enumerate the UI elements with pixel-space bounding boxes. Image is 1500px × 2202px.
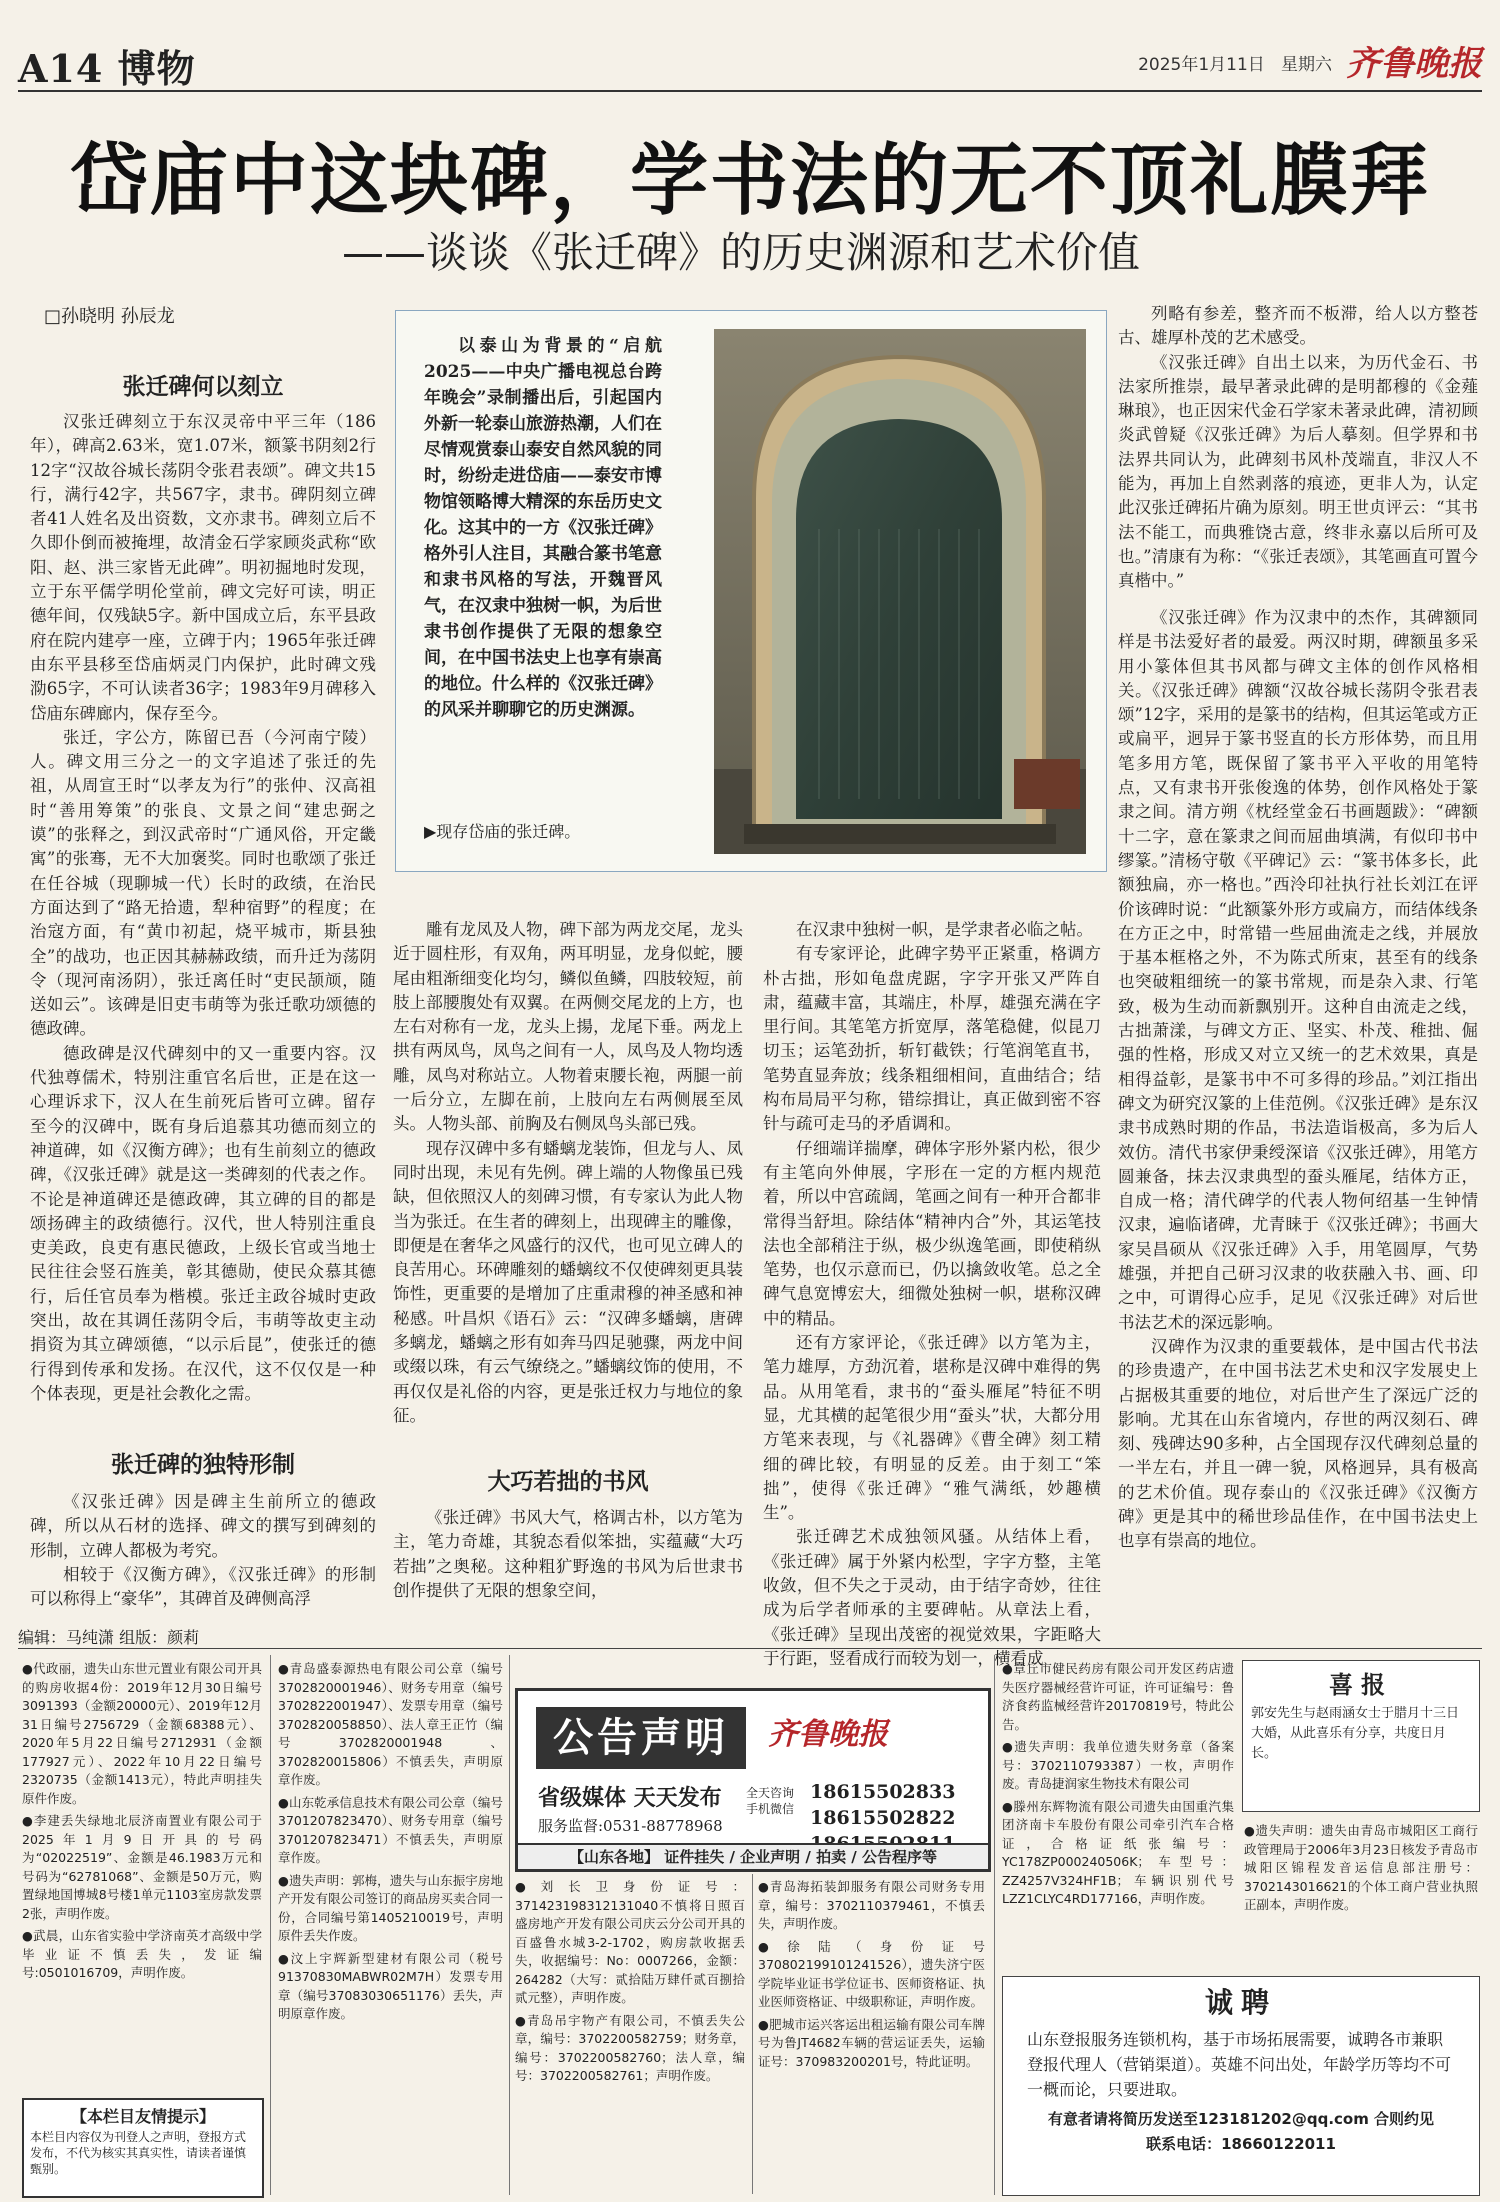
paragraph: 现存汉碑中多有蟠螭龙装饰，但龙与人、凤同时出现，未见有先例。碑上端的人物像虽已残缺，但依照汉人的刻碑习惯，有专家认为此人物当为张迁。在生者的碑刻上，出现碑主的雕像，即便是在奢华之风盛行的汉代，也可见立碑人的良苦用心。环碑雕刻的蟠螭纹不仅使碑刻更具装饰性，更重要的是增加了庄重肃穆的神圣感和神秘感。叶昌炽《语石》云：“汉碑多蟠螭，唐碑多螭龙，蟠螭之形有如奔马四足驰骤，两龙中间或缀以珠，有云气缭绕之。”蟠螭纹饰的使用，不再仅仅是礼俗的内容，更是张迁权力与地位的象征。 (393, 1138, 743, 1425)
recruitment-body: 山东登报服务连锁机构，基于市场拓展需要，诚聘各市兼职登报代理人（营销渠道）。英雄不问出处，年龄学历等均不可一概而论，只要进取。 (1027, 2030, 1452, 2099)
classified-item: ●遗失声明：遗失由青岛市城阳区工商行政管理局于2006年3月23日核发予青岛市城阳区锦程发音运信息部注册号：3702143016621的个体工商户营业执照正副本，声明作废。 (1244, 1823, 1478, 1912)
stele-photo (714, 329, 1086, 854)
recruitment-title: 诚聘 (1204, 1986, 1277, 2019)
article-column-2b (393, 1506, 743, 1616)
banner-label: 全天咨询 手机微信 (746, 1786, 795, 1816)
dateline (1138, 50, 1332, 75)
classified-item: ●遗失声明：郭梅，遗失与山东振宇房地产开发有限公司签订的商品房买卖合同一份，合同编号第1405210019号，声明原件丢失作废。 (278, 1872, 504, 1943)
paragraph: 汉张迁碑刻立于东汉灵帝中平三年（186年），碑高2.63米，宽1.07米，额篆书阴刻2行12字“汉故谷城长荡阴令张君表颂”。碑文共15行，满行42字，共567字，隶书。碑阴刻立碑者41人姓名及出资数，文亦隶书。碑刻立后不久即仆倒而被掩埋，故清金石学家顾炎武称“欧阳、赵、洪三家皆无此碑”。明初掘地时发现，立于东平儒学明伦堂前，碑文完好可读，明正德年间，仅残缺5字。新中国成立后，东平县政府在院内建亭一座，立碑于内；1965年张迁碑由东平县移至岱庙炳灵门内保护，此时碑文残泐65字，不可认读者36字；1983年9月碑移入岱庙东碑廊内，保存至今。 (30, 412, 376, 723)
column-divider (994, 1655, 995, 2195)
paragraph: 相较于《汉衡方碑》，《汉张迁碑》的形制可以称得上“豪华”，其碑首及碑侧高浮 (30, 1564, 376, 1609)
banner-title: 公告声明 (536, 1707, 746, 1769)
section-heading-1: 张迁碑何以刻立 (122, 373, 284, 400)
classified-item: ●徐陆（身份证号370802199101241526），遗失济宁医学院毕业证书学位证书、医师资格证、执业医师资格证、中级职称证，声明作废。 (758, 1938, 985, 2009)
classified-item: ●滕州东辉物流有限公司遗失由国重汽集团济南卡车股份有限公司牵引汽车合格证，合格证纸张编号：YC178ZP000240506K；车型号：ZZ4257V324HF1B；车辆识别代号LZZ1CLYC4RD177166，声明作废。 (1002, 1798, 1234, 1906)
classified-item: ●青岛海拓装卸服务有限公司财务专用章，编号：3702110379461，不慎丢失，声明作废。 (758, 1879, 985, 1931)
intro-box (395, 310, 1107, 872)
wedding-body: 郭安先生与赵雨涵女士于腊月十三日大婚，从此喜乐有分享，共度日月长。 (1251, 1706, 1460, 1761)
wedding-notice (1242, 1660, 1480, 1812)
banner-hotline: 服务监督:0531-88778968 (538, 1817, 723, 1835)
classified-item: ●山东乾承信息技术有限公司公章（编号3701207823470）、财务专用章（编号3701207823471）不慎丢失，声明原章作废。 (278, 1794, 503, 1865)
headline: 岱庙中这块碑，学书法的无不顶礼膜拜 (69, 135, 1430, 226)
article-column-1b (30, 1490, 376, 1614)
byline: □孙晓明 孙辰龙 (44, 306, 175, 327)
section-heading-2: 张迁碑的独特形制 (111, 1451, 295, 1478)
classified-item: ●汶上宇辉新型建材有限公司（税号91370830MABWR02M7H）发票专用章（编号37083030651176）丢失，声明原章作废。 (278, 1950, 503, 2021)
recruitment-phone: 联系电话：18660122011 (1146, 2135, 1336, 2153)
classified-column-4 (758, 1878, 985, 2193)
paragraph: 《汉张迁碑》自出土以来，为历代金石、书法家所推崇，最早著录此碑的是明都穆的《金薤琳琅》，也正因宋代金石学家未著录此碑，清初顾炎武曾疑《汉张迁碑》为后人摹刻。但学界和书法界共同认为，此碑刻书风朴茂端直，非汉人不能为，再加上自然剥落的痕迹，更非人为，认定此汉张迁碑拓片确为原刻。明王世贞评云：“其书法不能工，而典雅饶古意，终非永嘉以后所可及也。”清康有为称：“《张迁表颂》，其笔画直可置今真楷中。” (1118, 352, 1478, 591)
notice-box (22, 2098, 264, 2198)
paragraph: 《张迁碑》书风大气，格调古朴，以方笔为主，笔力奇雄，其貌态看似笨拙，实蕴藏“大巧若拙”之奥秘。这种粗犷野逸的书风为后世隶书创作提供了无限的想象空间， (393, 1508, 743, 1600)
column-divider (752, 1874, 753, 2194)
classified-item: ●青岛吊宇物产有限公司，不慎丢失公章，编号：3702200582759；财务章，编号：3702200582760；法人章，编号：3702200582761；声明作废。 (515, 2012, 745, 2083)
paragraph: 仔细端详揣摩，碑体字形外紧内松，很少有主笔向外伸展，字形在一定的方框内规范着，所以中宫疏阔，笔画之间有一种开合都非常得当舒坦。除结体“精神内合”外，其运笔技法也全部稍注于纵，极少纵逸笔画，即使稍纵笔势，也仅示意而已，仍以擒敛收笔。总之全碑气息宽博宏大，细微处独树一帜，堪称汉碑中的精品。 (763, 1138, 1101, 1328)
article-column-4b (1118, 606, 1478, 1618)
classified-column-6 (1244, 1822, 1478, 1972)
classified-item: ●武晨，山东省实验中学济南英才高级中学毕业证不慎丢失，发证编号:0501016709，声明作废。 (22, 1928, 262, 1980)
article-column-2 (393, 918, 743, 1425)
page-header (18, 30, 1482, 92)
divider (18, 1648, 1482, 1649)
classified-item: ●代政丽，遗失山东世元置业有限公司开具的购房收据4份：2019年12月30日编号3091393（金额20000元）、2019年12月31日编号2756729（金额68388元）、2020年5月22日编号2712931（金额177927元）、2022年10月22日编号2320735（金额1413元），特此声明挂失原件作废。 (22, 1661, 262, 1806)
paragraph: 以泰山为背景的“启航2025——中央广播电视总台跨年晚会”录制播出后，引起国内外新一轮泰山旅游热潮，人们在尽情观赏泰山泰安自然风貌的同时，纷纷走进岱庙——泰安市博物馆领略博大精深的东岳历史文化。这其中的一方《汉张迁碑》格外引人注目，其融合篆书笔意和隶书风格的写法，开魏晋风气，在汉隶中独树一帜，为后世隶书创作提供了无限的想象空间，在中国书法史上也享有崇高的地位。什么样的《汉张迁碑》的风采并聊聊它的历史渊源。 (424, 336, 662, 720)
classified-column-3 (515, 1878, 745, 2193)
issue-weekday: 星期六 (1281, 55, 1332, 75)
notice-title: 【本栏目友情提示】 (70, 2107, 215, 2126)
paragraph: 德政碑是汉代碑刻中的又一重要内容。汉代独尊儒术，特别注重官名后世，正是在这一心理诉求下，汉人在生前死后皆可立碑。留存至今的汉碑中，既有身后追慕其功德而刻立的神道碑，如《汉衡方碑》；也有生前刻立的德政碑，《汉张迁碑》就是这一类碑刻的代表之作。不论是神道碑还是德政碑，其立碑的目的都是颂扬碑主的政绩德行。汉代，世人特别注重良吏美政，良吏有惠民德政，上级长官或当地士民往往会竖石旌美，彰其德勋，使民众慕其德行，后任官员奉为楷模。张迁主政谷城时吏政突出，故在其调任荡阴令后，韦萌等故吏主动捐资为其立碑颂德，“以示后昆”，使张迁的德行得到传承和发扬。在汉代，这不仅仅是一种个体表现，更是社会教化之需。 (30, 1043, 376, 1403)
newspaper-logo: 齐鲁晚报 (1346, 44, 1482, 84)
classified-item: ●刘长卫身份证号：371423198312131040不慎将日照百盛房地产开发有限公司庆云分公司开具的百盛鲁水城3-2-1702，购房款收据丢失，收据编号：No：0007266，金额：264282（大写：贰拾陆万肆仟贰百捌拾贰元整），声明作废。 (515, 1879, 745, 2005)
classified-column-1 (22, 1660, 262, 2080)
recruitment-ad (1002, 1976, 1480, 2196)
public-notice-banner (515, 1688, 991, 1872)
paragraph: 还有方家评论，《张迁碑》以方笔为主，笔力雄厚，方劲沉着，堪称是汉碑中难得的隽品。从用笔看，隶书的“蚕头雁尾”特征不明显，尤其横的起笔很少用“蚕头”状，大都分用方笔来表现，与《礼器碑》《曹全碑》刻工精细的碑比较，有明显的反差。由于刻工“笨拙”，使得《张迁碑》“雅气满纸，妙趣横生”。 (763, 1333, 1101, 1523)
column-divider (509, 1655, 510, 2195)
classified-item: ●李建丢失绿地北辰济南置业有限公司于2025年1月9日开具的号码为“02022519”、金额是46.1983万元和号码为“62781068”、金额是50万元，购置绿地国博城8号楼1单元1103室房款发票2张，声明作废。 (22, 1813, 262, 1921)
classified-column-2 (278, 1660, 503, 2190)
article-column-4a (1118, 302, 1478, 602)
paragraph: 《汉张迁碑》因是碑主生前所立的德政碑，所以从石材的选择、碑文的撰写到碑刻的形制，立碑人都极为考究。 (30, 1492, 376, 1560)
phone-number: 18615502833 (810, 1781, 956, 1803)
paragraph: 《汉张迁碑》作为汉隶中的杰作，其碑额同样是书法爱好者的最爱。两汉时期，碑额虽多采用小篆体但其书风都与碑文主体的创作风格相关。《汉张迁碑》碑额“汉故谷城长荡阴令张君表颂”12字，采用的是篆书的结构，但其运笔或方正或扁平，迥异于篆书竖直的长方形体势，而且用笔多用方笔，既保留了篆书平入平收的用笔特点，又有隶书开张俊逸的体势，创作风格处于篆隶之间。清方朔《枕经堂金石书画题跋》：“碑额十二字，意在篆隶之间而屈曲填满，有似印书中缪篆。”清杨守敬《平碑记》云：“篆书体多长，此额独扁，亦一格也。”西泠印社执行社长刘江在评价该碑时说：“此额篆外形方或扁方，而结体线条在方正之中，时常错一些屈曲流走之线，并展放于基本框格之外，不为陈式所束，甚至有的线条也突破粗细统一的篆书常规，而是杂入隶、行笔致，极为生动而新飘别开。这种自由流走之线，古拙萧漾，与碑文方正、坚实、朴茂、稚拙、倔强的性格，形成又对立又统一的艺术效果，真是相得益彰，是篆书中不可多得的珍品。”刘江指出碑文为研究汉篆的上佳范例。《汉张迁碑》是东汉隶书成熟时期的作品，书法造诣极高，多为后人效仿。清代书家伊秉绶深谙《汉张迁碑》，用笔方圆兼备，抹去汉隶典型的蚕头雁尾，结体方正，自成一格；清代碑学的代表人物何绍基一生钟情汉隶，遍临诸碑，尤青睐于《汉张迁碑》；书画大家吴昌硕从《汉张迁碑》入手，用笔圆厚，气势雄强，并把自己研习汉隶的收获融入书、画、印之中，可谓得心应手，足见《汉张迁碑》对后世书法艺术的深远影响。 (1118, 608, 1478, 1332)
paragraph: 汉碑作为汉隶的重要载体，是中国古代书法的珍贵遗产，在中国书法艺术史和汉字发展史上占据极其重要的地位，对后世产生了深远广泛的影响。尤其在山东省境内，存世的两汉刻石、碑刻、残碑达90多种，占全国现存汉代碑刻总量的一半左右，并且一碑一貌，风格迥异，具有极高的艺术价值。现存泰山的《汉张迁碑》《汉衡方碑》更是其中的稀世珍品佳作，在中国书法史上也享有崇高的地位。 (1118, 1336, 1478, 1551)
subtitle: ——谈谈《张迁碑》的历史渊源和艺术价值 (341, 228, 1140, 277)
paragraph: 张迁碑艺术成独领风骚。从结体上看，《张迁碑》属于外紧内松型，字字方整，主笔收敛，但不失之于灵动，由于结字奇妙，往往成为后学者师承的主要碑帖。从章法上看，《张迁碑》呈现出茂密的视觉效果，字距略大于行距，竖看成行而较为划一，横看成 (763, 1527, 1101, 1668)
article-column-3 (763, 918, 1101, 1668)
paragraph: 雕有龙凤及人物，碑下部为两龙交尾，龙头近于圆柱形，有双角，两耳明显，龙身似蛇，腰尾由粗渐细变化均匀，鳞似鱼鳞，四肢较短，前肢上部腰腹处有双翼。在两侧交尾龙的上方，也左右对称有一龙，龙头上揚，龙尾下垂。两龙上拱有两凤鸟，凤鸟之间有一人，凤鸟及人物均透雕，凤鸟对称站立。人物着束腰长袍，两腿一前一后分立，左脚在前，上肢向左右两侧展至凤头。人物头部、前胸及右侧凤鸟头部已残。 (393, 920, 743, 1134)
classified-item: ●章丘市健民药房有限公司开发区药店遗失医疗器械经营许可证，许可证编号：鲁济食药监械经营许20170819号，特此公告。 (1002, 1661, 1234, 1732)
paragraph: 张迁，字公方，陈留已吾（今河南宁陵）人。碑文用三分之一的文字追述了张迁的先祖，从周宣王时“以孝友为行”的张仲、汉高祖时“善用筹策”的张良、文景之间“建忠弼之谟”的张释之，到汉武帝时“广通风俗，开定畿寓”的张骞，无不大加褒奖。同时也歌颂了张迁在任谷城（现聊城一代）长时的政绩，在治民方面达到了“路无拾遗，犁种宿野”的程度；在治寇方面，有“黄巾初起，烧平城市，斯县独全”的战功，也正因其赫赫政绩，而升迁为荡阴令（现河南汤阴），张迁离任时“吏民颉颃，随送如云”。该碑是旧吏韦萌等为张迁歌功颂德的德政碑。 (30, 727, 376, 1039)
article-column-1 (30, 410, 376, 1410)
issue-date: 2025年1月11日 (1138, 55, 1265, 75)
column-divider (270, 1655, 271, 2195)
classified-item: ●青岛盛泰源热电有限公司公章（编号3702820001946）、财务专用章（编号3702822001947）、发票专用章（编号3702820058850）、法人章王正竹（编号3702820001948、3702820015806）不慎丢失，声明原章作废。 (278, 1661, 503, 1787)
recruitment-contact: 有意者请将简历发送至123181202@qq.com 合则约见 (1047, 2110, 1435, 2128)
banner-logo: 齐鲁晚报 (768, 1717, 888, 1752)
editor-credits: 编辑：马纯潇 组版：颜莉 (18, 1628, 200, 1647)
section-heading-3: 大巧若拙的书风 (487, 1468, 649, 1495)
banner-strip: 【山东各地】 证件挂失 / 企业声明 / 拍卖 / 公告程序等 (518, 1843, 988, 1869)
phone-number: 18615502822 (810, 1807, 956, 1829)
classified-item: ●遗失声明：我单位遗失财务章（备案号：3702110793387）一枚，声明作废。青岛捷润家生物技术有限公司 (1002, 1739, 1234, 1791)
classified-item: ●肥城市运兴客运出租运输有限公司车牌号为鲁JT4682车辆的营运证丢失，运输证号：370983200201号，特此证明。 (758, 2016, 985, 2069)
wedding-title: 喜报 (1329, 1670, 1393, 1699)
notice-body: 本栏目内容仅为刊登人之声明，登报方式发布，不代为核实其真实性，请读者谨慎甄别。 (30, 2130, 247, 2176)
paragraph: 列略有参差，整齐而不板滞，给人以方整苍古、雄厚朴茂的艺术感受。 (1118, 304, 1478, 348)
paragraph: 有专家评论，此碑字势平正紧重，格调方朴古拙，形如龟盘虎踞，字字开张又严阵自肃，蕴藏丰富，其端庄，朴厚，雄强充满在字里行间。其笔笔方折宽厚，落笔稳健，似昆刀切玉；运笔劲折，斩钉截铁；行笔润笔直书，笔势直显奔放；线条粗细相间，直曲结合；结构布局局平匀称，错综揖让，真正做到密不容针与疏可走马的矛盾调和。 (763, 944, 1101, 1134)
intro-text (424, 333, 662, 723)
banner-tagline: 省级媒体 天天发布 (538, 1785, 722, 1811)
photo-caption: ▶现存岱庙的张迁碑。 (424, 822, 581, 841)
page-section-code: A14 博物 (18, 46, 196, 91)
paragraph: 在汉隶中独树一帜，是学隶者必临之帖。 (796, 920, 1093, 939)
